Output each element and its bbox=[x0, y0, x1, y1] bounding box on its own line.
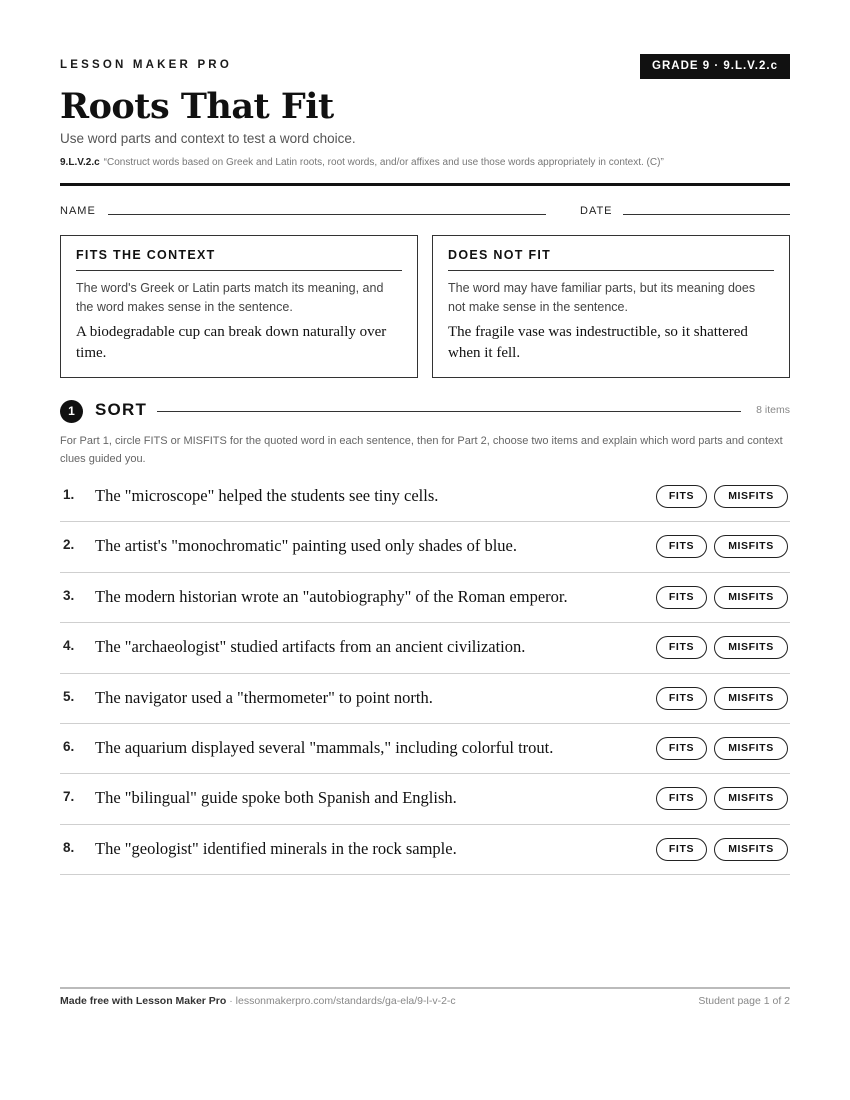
header-divider bbox=[60, 183, 790, 186]
name-label: NAME bbox=[60, 205, 96, 217]
brand-name: LESSON MAKER PRO bbox=[60, 59, 232, 71]
footer-separator: · bbox=[226, 995, 236, 1007]
item-count: 8 items bbox=[756, 404, 790, 416]
footer-made-with: Made free with Lesson Maker Pro bbox=[60, 995, 227, 1007]
fits-option[interactable]: FITS bbox=[656, 787, 707, 810]
misfits-option[interactable]: MISFITS bbox=[714, 838, 788, 861]
date-field[interactable] bbox=[623, 214, 790, 215]
list-item bbox=[60, 774, 790, 824]
item-sentence: The "geologist" identified minerals in the rock sample. bbox=[95, 838, 457, 858]
section-number-badge: 1 bbox=[60, 400, 83, 423]
misfits-option[interactable]: MISFITS bbox=[714, 485, 788, 508]
misfits-option[interactable]: MISFITS bbox=[714, 737, 788, 760]
list-item bbox=[60, 724, 790, 774]
item-sentence: The "archaeologist" studied artifacts from an ancient civilization. bbox=[95, 637, 526, 657]
misfits-option[interactable]: MISFITS bbox=[714, 636, 788, 659]
does-not-fit-card bbox=[432, 235, 790, 378]
item-number: 6. bbox=[63, 738, 75, 754]
item-number: 1. bbox=[63, 487, 75, 502]
item-number: 7. bbox=[63, 789, 75, 805]
item-number: 5. bbox=[63, 688, 75, 704]
footer-divider bbox=[60, 987, 790, 989]
item-sentence: The navigator used a "thermometer" to point north. bbox=[95, 687, 433, 707]
item-sentence: The artist's "monochromatic" painting used only shades of blue. bbox=[95, 536, 517, 556]
item-list bbox=[60, 472, 790, 875]
list-item bbox=[60, 825, 790, 875]
list-item bbox=[60, 573, 790, 623]
standard-line bbox=[60, 157, 664, 168]
card-example: A biodegradable cup can break down naturally over time. bbox=[76, 324, 387, 361]
item-sentence: The modern historian wrote an "autobiography" of the Roman emperor. bbox=[95, 586, 568, 606]
standard-code: 9.L.V.2.c bbox=[60, 157, 100, 168]
list-item bbox=[60, 623, 790, 673]
footer-url[interactable]: lessonmakerpro.com/standards/ga-ela/9-l-v-2-c bbox=[235, 995, 456, 1007]
page-indicator: Student page 1 of 2 bbox=[698, 995, 790, 1007]
card-heading: DOES NOT FIT bbox=[448, 248, 774, 271]
fits-option[interactable]: FITS bbox=[656, 586, 707, 609]
misfits-option[interactable]: MISFITS bbox=[714, 787, 788, 810]
item-sentence: The aquarium displayed several "mammals," including colorful trout. bbox=[95, 737, 554, 757]
fits-context-card bbox=[60, 235, 418, 378]
item-number: 3. bbox=[63, 587, 75, 603]
page-subtitle: Use word parts and context to test a word choice. bbox=[60, 131, 356, 146]
footer-credit bbox=[60, 995, 456, 1007]
misfits-option[interactable]: MISFITS bbox=[714, 535, 788, 558]
misfits-option[interactable]: MISFITS bbox=[714, 687, 788, 710]
item-sentence: The "microscope" helped the students see tiny cells. bbox=[95, 486, 439, 505]
list-item bbox=[60, 522, 790, 572]
card-description: The word's Greek or Latin parts match its meaning, and the word makes sense in the sentence. bbox=[76, 281, 384, 314]
date-label: DATE bbox=[580, 205, 613, 217]
standard-text: “Construct words based on Greek and Latin roots, root words, and/or affixes and use those words appropriately in context. (C)” bbox=[103, 157, 664, 168]
item-number: 2. bbox=[63, 537, 75, 553]
list-item bbox=[60, 472, 790, 522]
fits-option[interactable]: FITS bbox=[656, 687, 707, 710]
item-sentence: The "bilingual" guide spoke both Spanish and English. bbox=[95, 788, 457, 808]
page-title: Roots That Fit bbox=[60, 86, 334, 127]
name-field[interactable] bbox=[108, 214, 546, 215]
list-item bbox=[60, 674, 790, 724]
item-number: 4. bbox=[63, 638, 75, 654]
item-number: 8. bbox=[63, 839, 75, 855]
card-description: The word may have familiar parts, but its meaning does not make sense in the sentence. bbox=[448, 281, 756, 314]
misfits-option[interactable]: MISFITS bbox=[714, 586, 788, 609]
section-divider bbox=[157, 411, 741, 412]
section-title: SORT bbox=[95, 400, 148, 419]
instructions: For Part 1, circle FITS or MISFITS for the quoted word in each sentence, then for Part 2, choose two items and explain which word parts and context clues guided you. bbox=[60, 435, 783, 465]
card-example: The fragile vase was indestructible, so it shattered when it fell. bbox=[448, 324, 748, 361]
card-heading: FITS THE CONTEXT bbox=[76, 248, 402, 271]
fits-option[interactable]: FITS bbox=[656, 535, 707, 558]
worksheet-page bbox=[60, 0, 790, 1100]
grade-badge: GRADE 9 · 9.L.V.2.c bbox=[640, 54, 790, 79]
fits-option[interactable]: FITS bbox=[656, 485, 707, 508]
fits-option[interactable]: FITS bbox=[656, 636, 707, 659]
fits-option[interactable]: FITS bbox=[656, 838, 707, 861]
fits-option[interactable]: FITS bbox=[656, 737, 707, 760]
